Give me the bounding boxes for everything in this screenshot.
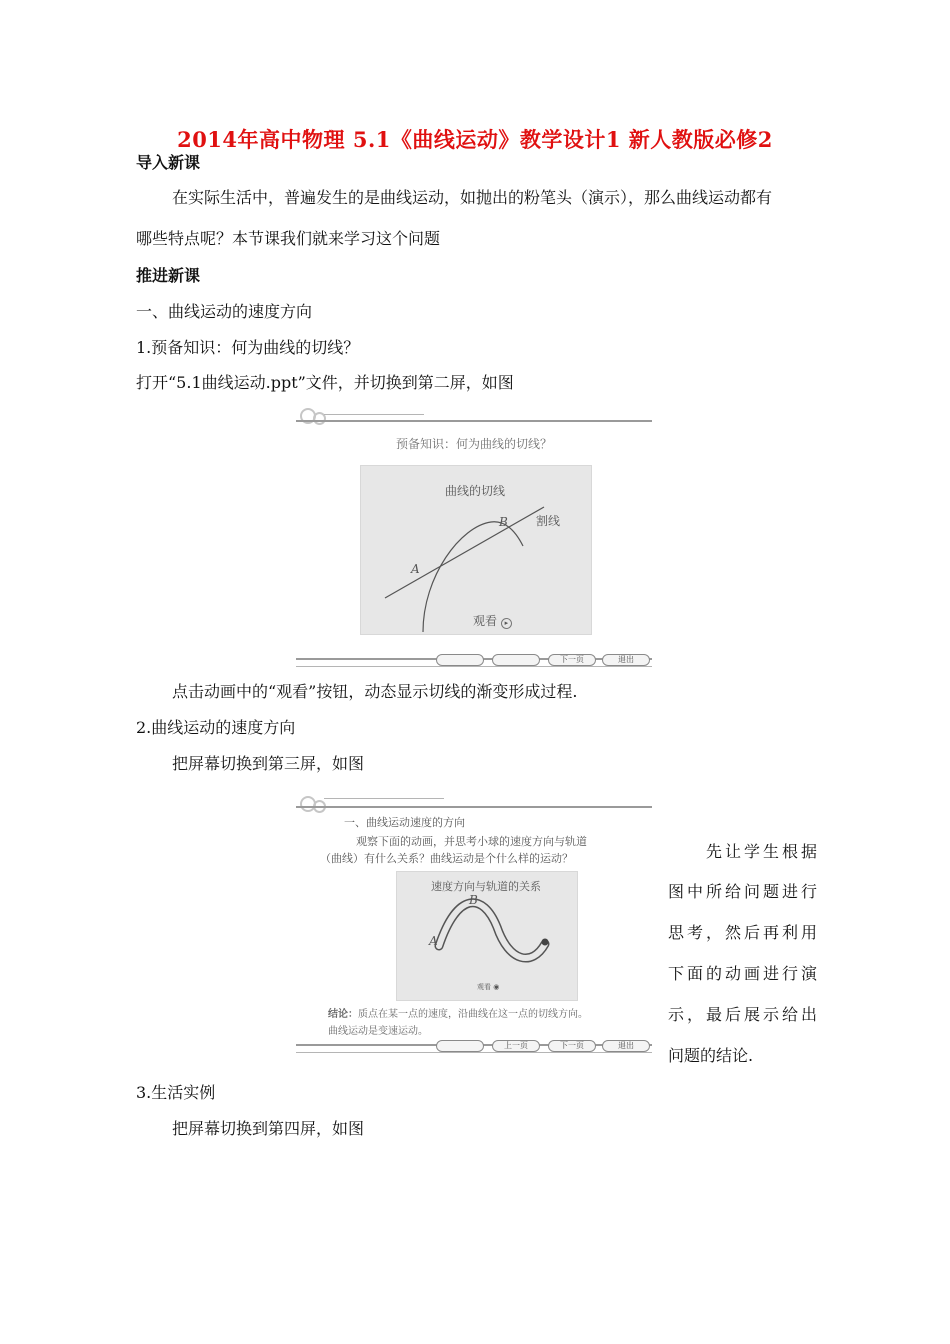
nav-blank-button-1[interactable] (436, 654, 484, 666)
prev-page-button[interactable]: 上一页 (492, 1040, 540, 1052)
item2-text: 把屏幕切换到第三屏，如图 (172, 754, 365, 773)
slide2-bottom-rule-thin (296, 1052, 652, 1053)
slide1-top-rule (296, 420, 652, 422)
slide2-animation-panel (396, 871, 578, 1001)
watch-button[interactable] (473, 612, 512, 629)
item1-after-text: 点击动画中的“观看”按钮，动态显示切线的渐变形成过程. (172, 682, 578, 701)
side-text-line6: 问题的结论. (668, 1046, 754, 1065)
slide2-conclusion-line2: 曲线运动是变速运动。 (328, 1026, 428, 1037)
side-text-line5: 示，最后展示给出 (668, 1005, 821, 1024)
point-a-label: A (411, 562, 420, 576)
slide2-panel-title: 速度方向与轨道的关系 (431, 880, 541, 893)
ball (542, 939, 549, 946)
nav-blank-button[interactable] (436, 1040, 484, 1052)
item1-text: 打开“5.1曲线运动.ppt”文件，并切换到第二屏，如图 (136, 373, 514, 392)
slide2-watch-button[interactable]: 观看 ◉ (477, 983, 500, 991)
slide2-question-line1: 观察下面的动画，并思考小球的速度方向与轨道 (356, 835, 587, 848)
point-b-label: B (499, 515, 508, 529)
track-point-a-label: A (429, 934, 438, 948)
watch-label: 观看 (473, 614, 498, 628)
exit-button[interactable]: 退出 (602, 654, 650, 666)
item1-heading: 1.预备知识：何为曲线的切线？ (136, 338, 360, 357)
side-text-line3: 思考，然后再利用 (668, 923, 821, 942)
nav-blank-button-2[interactable] (492, 654, 540, 666)
side-text-line2: 图中所给问题进行 (668, 882, 821, 901)
slide2-question-line2: （曲线）有什么关系？曲线运动是个什么样的运动？ (320, 852, 573, 865)
next-page-button[interactable]: 下一页 (548, 1040, 596, 1052)
velocity-diagram (397, 872, 577, 1000)
slide2-top-rule (296, 806, 652, 808)
side-text-line1: 先让学生根据 (706, 842, 821, 861)
intro-heading: 导入新课 (136, 153, 201, 172)
slide1-top-rule-short (324, 414, 424, 415)
slide1-animation-panel (360, 465, 592, 635)
next-page-button[interactable]: 下一页 (548, 654, 596, 666)
slide1-heading: 预备知识：何为曲线的切线？ (396, 437, 553, 451)
conclusion-label: 结论： (328, 1009, 358, 1020)
item2-heading: 2.曲线运动的速度方向 (136, 718, 296, 737)
slide2-top-rule-short (324, 798, 444, 799)
document-title: 2014年高中物理 5.1《曲线运动》教学设计1 新人教版必修2 (177, 127, 773, 152)
item3-text: 把屏幕切换到第四屏，如图 (172, 1119, 365, 1138)
conclusion-text: 质点在某一点的速度，沿曲线在这一点的切线方向。 (358, 1009, 588, 1020)
exit-button[interactable]: 退出 (602, 1040, 650, 1052)
intro-paragraph-line1: 在实际生活中，普遍发生的是曲线运动，如抛出的粉笔头（演示），那么曲线运动都有 (172, 188, 773, 207)
secant-line (385, 507, 544, 598)
secant-label: 割线 (536, 514, 561, 528)
track-point-b-label: B (469, 893, 478, 907)
part1-heading: 一、曲线运动的速度方向 (136, 302, 313, 321)
play-icon: ▸ (501, 618, 512, 629)
tangent-diagram (361, 466, 591, 634)
slide1-bottom-rule-thin (296, 666, 652, 667)
slide2-heading: 一、曲线运动速度的方向 (344, 816, 465, 829)
slide2-conclusion-line1 (328, 1005, 588, 1020)
slide1-panel-title: 曲线的切线 (445, 484, 506, 498)
side-text-line4: 下面的动画进行演 (668, 964, 821, 983)
slide2-figure (296, 792, 652, 1058)
intro-paragraph-line2: 哪些特点呢？本节课我们就来学习这个问题 (136, 229, 441, 248)
advance-heading: 推进新课 (136, 266, 201, 285)
item3-heading: 3.生活实例 (136, 1083, 216, 1102)
slide1-figure (296, 404, 652, 670)
slide2-watch-label: 观看 (477, 983, 491, 991)
